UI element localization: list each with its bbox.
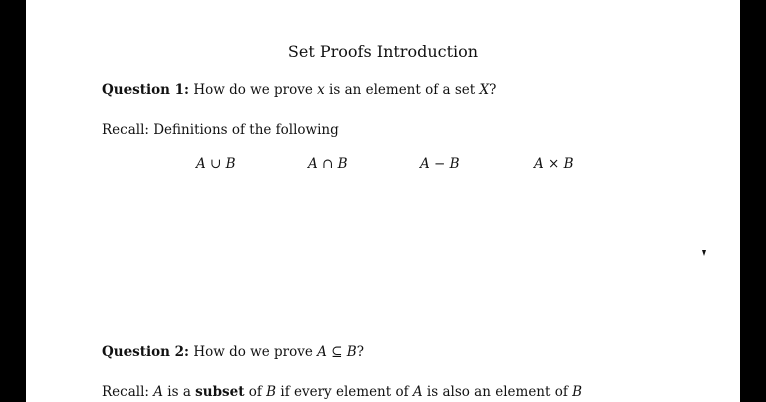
- definition-difference: [420, 156, 460, 172]
- recall-2-var-B2: B: [572, 384, 583, 400]
- question-2-text-b: ?: [356, 344, 364, 360]
- question-2: [102, 344, 364, 360]
- definition-product: [534, 156, 574, 172]
- question-1: [102, 82, 496, 98]
- recall-2-prefix: Recall:: [102, 384, 154, 400]
- question-1-var-x: x: [317, 82, 325, 98]
- definition-intersection: [308, 156, 348, 172]
- recall-2-bold-word: subset: [195, 384, 245, 400]
- recall-2: [102, 384, 582, 400]
- page-title: Set Proofs Introduction: [287, 42, 479, 61]
- recall-1: Recall: Definitions of the following: [102, 122, 339, 138]
- recall-2-text-d: is also an element of: [422, 384, 573, 400]
- question-2-text-a: How do we prove: [193, 344, 318, 360]
- question-1-label: Question 1:: [102, 82, 190, 98]
- definition-union-op: ∪: [205, 156, 226, 172]
- definition-difference-op: −: [429, 156, 450, 172]
- definition-intersection-op: ∩: [317, 156, 338, 172]
- recall-2-var-B1: B: [266, 384, 277, 400]
- question-2-label: Question 2:: [102, 344, 190, 360]
- question-1-text-a: How do we prove: [193, 82, 318, 98]
- mouse-cursor-icon: [702, 250, 706, 256]
- definition-intersection-left: A: [308, 156, 318, 172]
- document-page: [26, 0, 740, 402]
- definition-product-right: B: [563, 156, 574, 172]
- definition-union-left: A: [196, 156, 206, 172]
- definition-difference-left: A: [420, 156, 430, 172]
- recall-2-text-b: of: [244, 384, 267, 400]
- recall-2-text-c: if every element of: [276, 384, 413, 400]
- question-2-var-A: A: [317, 344, 327, 360]
- question-1-text-c: ?: [489, 82, 497, 98]
- question-1-text-b: is an element of a set: [324, 82, 480, 98]
- question-2-var-B: B: [346, 344, 357, 360]
- definitions-row: [26, 156, 740, 176]
- recall-2-var-A1: A: [153, 384, 163, 400]
- definition-product-op: ×: [543, 156, 564, 172]
- recall-2-var-A2: A: [412, 384, 423, 400]
- definition-product-left: A: [534, 156, 544, 172]
- question-1-var-X: X: [479, 82, 490, 98]
- definition-intersection-right: B: [337, 156, 348, 172]
- recall-2-text-a: is a: [163, 384, 196, 400]
- definition-union: [196, 156, 236, 172]
- question-2-op: ⊆: [326, 344, 347, 360]
- definition-union-right: B: [225, 156, 236, 172]
- definition-difference-right: B: [449, 156, 460, 172]
